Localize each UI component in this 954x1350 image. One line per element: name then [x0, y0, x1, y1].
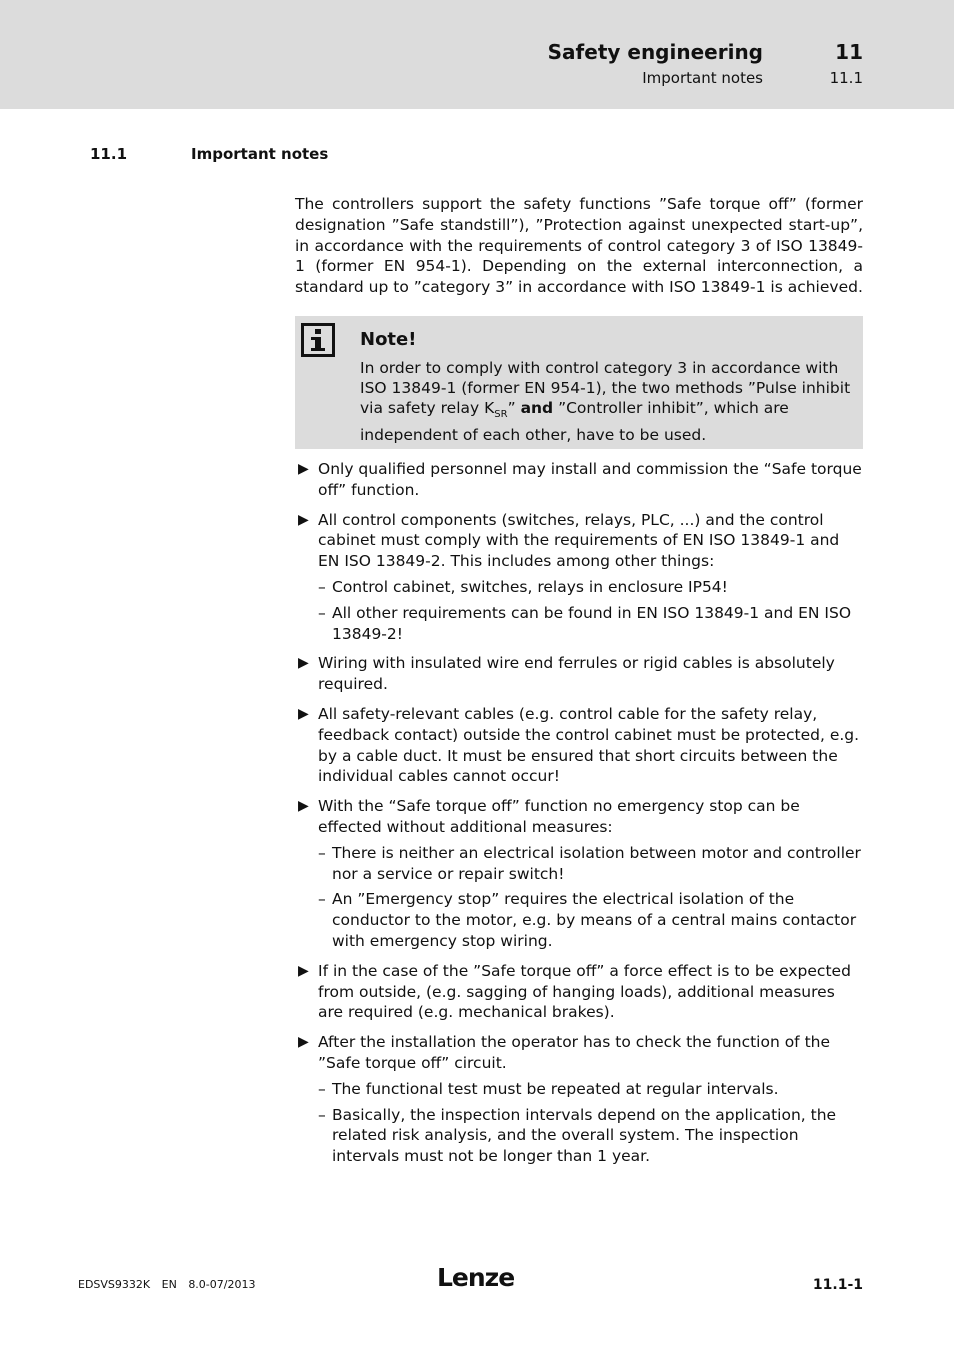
bullet-arrow-icon: ▶ — [298, 798, 309, 815]
sub-item-text: Basically, the inspection intervals depend on the application, the related risk analysis, and the overall system. The inspection intervals must not be longer than 1 year. — [332, 1105, 837, 1166]
bullet-item — [295, 704, 863, 787]
bullet-arrow-icon: ▶ — [298, 1034, 309, 1051]
footer-doc-info — [78, 1278, 263, 1291]
bullet-item — [295, 459, 863, 501]
info-icon — [301, 323, 335, 357]
page-number: 11.1-1 — [812, 1277, 863, 1293]
section-title: Important notes — [191, 145, 329, 163]
sub-list — [318, 1079, 863, 1167]
bullet-text: Only qualified personnel may install and commission the “Safe torque off” function. — [318, 460, 862, 499]
lenze-logo: Lenze — [437, 1263, 515, 1292]
sub-item-text: All other requirements can be found in EN ISO 13849-1 and EN ISO 13849-2! — [332, 603, 852, 643]
bullet-item — [295, 1032, 863, 1167]
dash-icon: – — [318, 603, 326, 622]
sub-list — [318, 843, 863, 952]
footer-doc-id: EDSVS9332K — [78, 1278, 151, 1291]
note-text-part3: ”Controller inhibit”, which are independent of each other, have to be used. — [360, 398, 789, 445]
dash-icon: – — [318, 1105, 326, 1124]
bullet-item — [295, 961, 863, 1023]
header-title: Safety engineering — [547, 40, 763, 64]
note-text-part1: In order to comply with control category 3 in accordance with ISO 13849-1 (former EN 954-1), the two methods ”Pulse inhibit via safety relay K — [360, 358, 851, 417]
header-band — [0, 0, 954, 109]
sub-item — [318, 889, 863, 951]
bullet-arrow-icon: ▶ — [298, 461, 309, 478]
sub-item-text: An ”Emergency stop” requires the electrical isolation of the conductor to the motor, e.g. by means of a central mains contactor with emergency stop wiring. — [332, 890, 857, 951]
note-title: Note! — [360, 328, 417, 350]
bullet-item — [295, 653, 863, 695]
dash-icon: – — [318, 578, 326, 597]
sub-list — [318, 577, 863, 644]
bullet-list — [295, 459, 863, 1167]
note-bold-word: and — [520, 398, 554, 417]
sub-item — [318, 1105, 863, 1167]
bullet-arrow-icon: ▶ — [298, 655, 309, 672]
note-box — [295, 316, 863, 449]
intro-paragraph: The controllers support the safety functions ”Safe torque off” (former designation ”Safe standstill”), ”Protection against unexpected start-up”, in accordance with the requirements of control category 3 of ISO 13849-1 (former EN 954-1). Depending on the external interconnection, a standard up to ”category 3” in accordance with ISO 13849-1 is achieved. — [295, 195, 863, 297]
bullet-item — [295, 510, 863, 645]
bullet-arrow-icon: ▶ — [298, 511, 309, 528]
section-number: 11.1 — [90, 145, 128, 163]
bullet-text: All safety-relevant cables (e.g. control cable for the safety relay, feedback contact) outside the control cabinet must be protected, e.g. by a cable duct. It must be ensured that short circuits between the individual cables cannot occur! — [318, 705, 860, 786]
dash-icon: – — [318, 1079, 326, 1098]
header-subtitle: Important notes — [642, 69, 763, 87]
bullet-arrow-icon: ▶ — [298, 706, 309, 723]
sub-item — [318, 1079, 863, 1100]
note-text-part2: ” — [507, 398, 521, 417]
header-section-number: 11.1 — [829, 69, 863, 87]
sub-item — [318, 577, 863, 598]
sub-item — [318, 843, 863, 885]
sub-item-text: The functional test must be repeated at regular intervals. — [332, 1079, 779, 1098]
sub-item — [318, 603, 863, 645]
note-text — [360, 358, 851, 445]
footer-version: 8.0-07/2013 — [188, 1278, 256, 1291]
main-content — [295, 194, 863, 1176]
bullet-arrow-icon: ▶ — [298, 962, 309, 979]
dash-icon: – — [318, 890, 326, 909]
dash-icon: – — [318, 843, 326, 862]
bullet-text: All control components (switches, relays, PLC, ...) and the control cabinet must comply with the requirements of EN ISO 13849-1 and EN ISO 13849-2. This includes among other things: — [318, 510, 840, 571]
bullet-text: If in the case of the ”Safe torque off” a force effect is to be expected from outside, (e.g. sagging of hanging loads), additional measures are required (e.g. mechanical brakes). — [318, 961, 851, 1022]
bullet-text: After the installation the operator has to check the function of the ”Safe torque off” circuit. — [318, 1033, 831, 1072]
header-chapter-number: 11 — [835, 40, 863, 64]
sub-item-text: Control cabinet, switches, relays in enclosure IP54! — [332, 578, 728, 597]
bullet-text: With the “Safe torque off” function no emergency stop can be effected without additional measures: — [318, 797, 800, 837]
sub-item-text: There is neither an electrical isolation between motor and controller nor a service or repair switch! — [332, 843, 861, 883]
footer-lang: EN — [161, 1278, 177, 1291]
note-subscript: SR — [494, 409, 508, 421]
bullet-text: Wiring with insulated wire end ferrules or rigid cables is absolutely required. — [318, 654, 835, 694]
bullet-item — [295, 796, 863, 952]
